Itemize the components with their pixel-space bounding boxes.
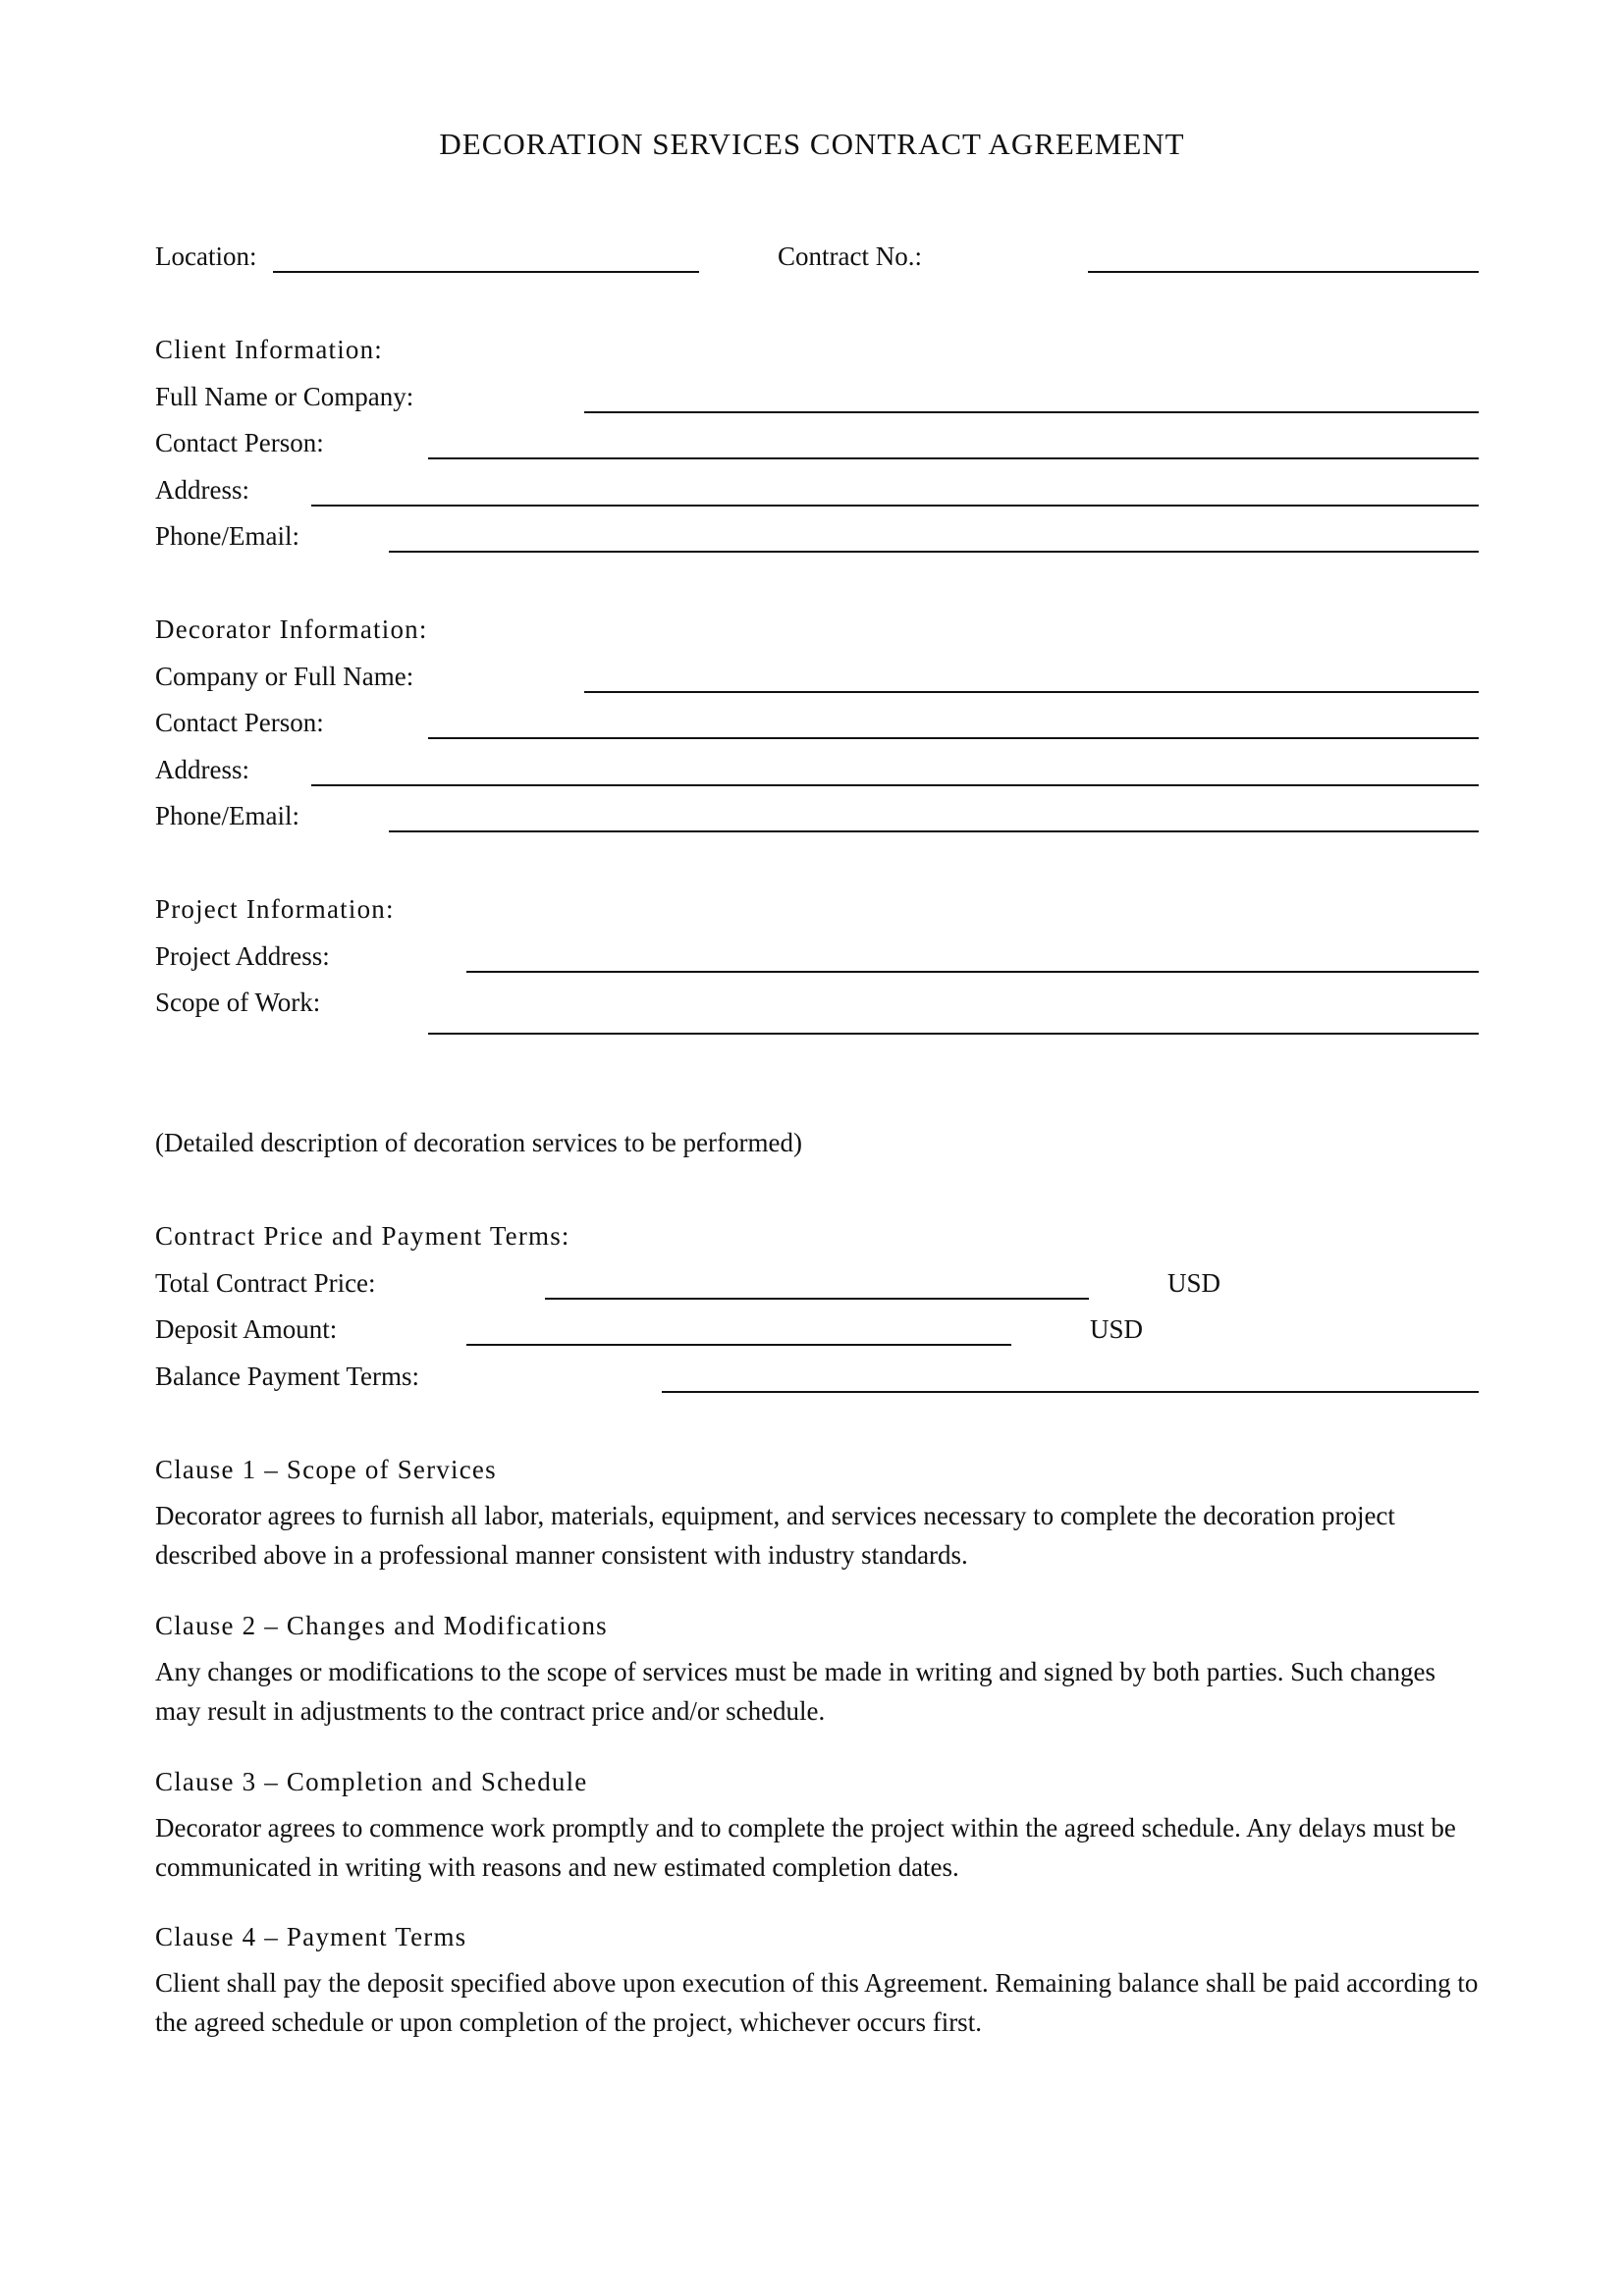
client-contact-label: Contact Person: <box>155 428 324 457</box>
total-price-label: Total Contract Price: <box>155 1268 376 1298</box>
decorator-address-label: Address: <box>155 755 249 784</box>
clause-2-text: Any changes or modifications to the scope of services must be made in writing and signed by both parties. Such changes may result in adjustments to the contract price and/or schedule. <box>155 1657 1435 1726</box>
client-info-heading: Client Information: <box>155 335 384 364</box>
deposit-currency: USD <box>1090 1314 1144 1344</box>
client-name-field[interactable] <box>584 411 1479 413</box>
decorator-info-heading: Decorator Information: <box>155 614 428 644</box>
decorator-name-field[interactable] <box>584 691 1479 693</box>
project-info-heading: Project Information: <box>155 894 395 924</box>
clause-2-heading: Clause 2 – Changes and Modifications <box>155 1611 608 1640</box>
contract-no-label: Contract No.: <box>778 241 922 271</box>
project-address-field[interactable] <box>466 971 1479 973</box>
client-contact-field[interactable] <box>428 457 1479 459</box>
client-phone-field[interactable] <box>389 551 1479 553</box>
clause-3-text: Decorator agrees to commence work promptly and to complete the project within the agreed schedule. Any delays must be communicated in writing with reasons and new estimated completion dates. <box>155 1813 1456 1882</box>
balance-terms-field[interactable] <box>662 1391 1479 1393</box>
clause-4-heading: Clause 4 – Payment Terms <box>155 1922 467 1951</box>
decorator-contact-field[interactable] <box>428 737 1479 739</box>
decorator-name-label: Company or Full Name: <box>155 662 414 691</box>
project-address-label: Project Address: <box>155 941 330 971</box>
client-address-label: Address: <box>155 475 249 505</box>
clause-1-heading: Clause 1 – Scope of Services <box>155 1455 497 1484</box>
balance-terms-label: Balance Payment Terms: <box>155 1362 420 1391</box>
payment-heading: Contract Price and Payment Terms: <box>155 1221 570 1251</box>
deposit-field[interactable] <box>466 1344 1011 1346</box>
decorator-contact-label: Contact Person: <box>155 708 324 737</box>
clause-3-heading: Clause 3 – Completion and Schedule <box>155 1767 588 1796</box>
client-name-label: Full Name or Company: <box>155 382 414 411</box>
location-field[interactable] <box>273 271 699 273</box>
client-address-field[interactable] <box>311 505 1479 507</box>
deposit-label: Deposit Amount: <box>155 1314 338 1344</box>
location-label: Location: <box>155 241 257 271</box>
scope-of-work-field[interactable] <box>428 1033 1479 1035</box>
clause-4-text: Client shall pay the deposit specified above upon execution of this Agreement. Remaining balance shall be paid according to the agreed schedule or upon completion of the project, whichever occurs first. <box>155 1968 1479 2037</box>
contract-no-field[interactable] <box>1088 271 1479 273</box>
clause-1-text: Decorator agrees to furnish all labor, materials, equipment, and services necessary to complete the decoration project described above in a professional manner consistent with industry standards. <box>155 1501 1395 1570</box>
scope-note: (Detailed description of decoration services to be performed) <box>155 1128 802 1157</box>
decorator-address-field[interactable] <box>311 784 1479 786</box>
total-price-currency: USD <box>1167 1268 1221 1298</box>
scope-of-work-label: Scope of Work: <box>155 988 321 1017</box>
total-price-field[interactable] <box>545 1298 1089 1300</box>
document-title: DECORATION SERVICES CONTRACT AGREEMENT <box>439 127 1185 161</box>
client-phone-label: Phone/Email: <box>155 521 299 551</box>
decorator-phone-label: Phone/Email: <box>155 801 299 830</box>
decorator-phone-field[interactable] <box>389 830 1479 832</box>
